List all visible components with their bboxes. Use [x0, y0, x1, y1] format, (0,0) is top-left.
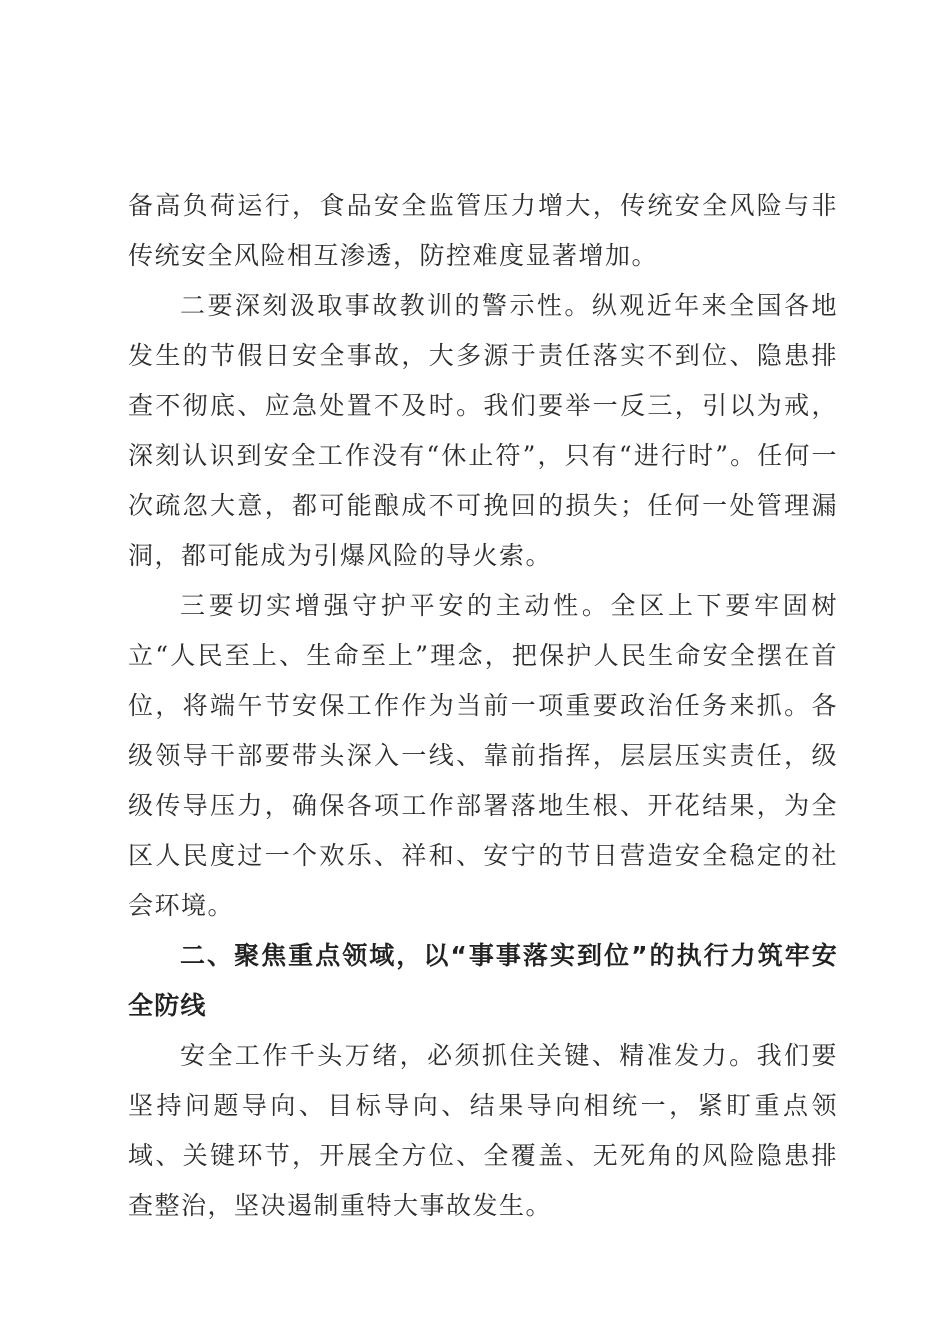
section-heading-2: 二、聚焦重点领域，以“事事落实到位”的执行力筑牢安全防线 — [128, 941, 838, 1020]
paragraph-safety-initiative: 三要切实增强守护平安的主动性。全区上下要牢固树立“人民至上、生命至上”理念，把保护人民生命安全摆在首位，将端午节安保工作作为当前一项重要政治任务来抓。各级领导干部要带头深入一线、靠前指挥，层层压实责任，级级传导压力，确保各项工作部署落地生根、开花结果，为全区人民度过一个欢乐、祥和、安宁的节日营造安全稳定的社会环境。 — [128, 591, 838, 920]
paragraph-key-areas: 安全工作千头万绪，必须抓住关键、精准发力。我们要坚持问题导向、目标导向、结果导向相统一，紧盯重点领域、关键环节，开展全方位、全覆盖、无死角的风险隐患排查整治，坚决遏制重特大事故发生。 — [128, 1041, 838, 1220]
document-body — [128, 181, 838, 1231]
paragraph-lesson-warning: 二要深刻汲取事故教训的警示性。纵观近年来全国各地发生的节假日安全事故，大多源于责任落实不到位、隐患排查不彻底、应急处置不及时。我们要举一反三，引以为戒，深刻认识到安全工作没有“休止符”，只有“进行时”。任何一次疏忽大意，都可能酿成不可挽回的损失；任何一处管理漏洞，都可能成为引爆风险的导火索。 — [128, 291, 838, 570]
paragraph-continuation: 备高负荷运行，食品安全监管压力增大，传统安全风险与非传统安全风险相互渗透，防控难度显著增加。 — [128, 191, 838, 270]
